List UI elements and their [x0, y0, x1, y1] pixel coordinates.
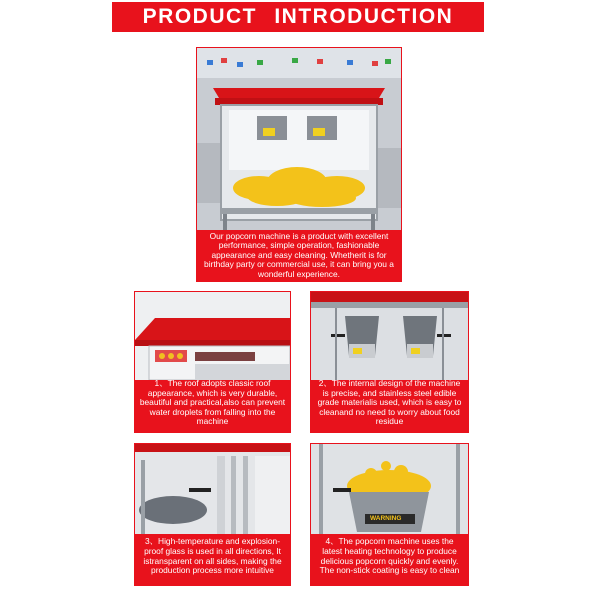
glass-caption-box	[135, 528, 290, 585]
warning-label: WARNING	[370, 515, 402, 522]
feature-card-heating	[310, 443, 469, 586]
interior-caption-box	[311, 374, 468, 432]
intro-caption-box	[197, 230, 401, 281]
roof-illustration	[135, 292, 290, 380]
feature-card-roof	[134, 291, 291, 433]
popcorn-machine-illustration	[197, 48, 401, 230]
interior-caption: 2、The internal design of the machine is precise, and stainless steel edible grade materialis used, which is easy to cleanand no need to worry about food residue	[317, 378, 462, 427]
heating-caption: 4、The popcorn machine uses the latest heating technology to produce delicious popcorn quickly and evenly. The non-stick coating is easy to clean	[319, 536, 460, 576]
feature-card-glass	[134, 443, 291, 586]
intro-photo	[197, 48, 401, 230]
roof-caption: 1、The roof adopts classic roof appearance, which is very durable, beautiful and practical,also can prevent water droplets from falling into the machine	[139, 378, 286, 427]
glass-photo	[135, 444, 290, 534]
glass-illustration	[135, 444, 290, 534]
roof-caption-box	[135, 374, 290, 432]
intro-card	[196, 47, 402, 282]
heating-caption-box	[311, 528, 468, 585]
page-banner	[112, 2, 484, 32]
feature-card-interior	[310, 291, 469, 433]
roof-photo	[135, 292, 290, 380]
banner-title: PRODUCT INTRODUCTION	[142, 5, 454, 28]
kettle-illustration	[311, 292, 468, 380]
heating-photo	[311, 444, 468, 534]
intro-caption: Our popcorn machine is a product with excellent performance, simple operation, fashionable appearance and easy cleaning. Whetherit is for birthday party or commercial use, it can bring you a wonderful experience.	[204, 230, 394, 279]
glass-caption: 3、High-temperature and explosion-proof glass is used in all directions, It istransparent on all sides, making the production process more intuitive	[143, 536, 282, 576]
interior-photo	[311, 292, 468, 380]
